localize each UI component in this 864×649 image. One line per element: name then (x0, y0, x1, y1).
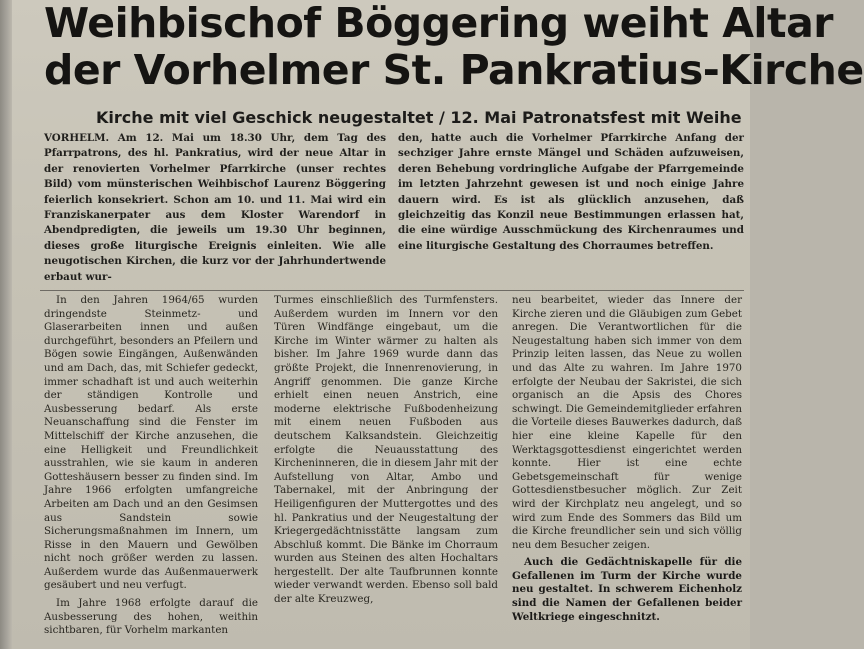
page-fold-edge (0, 0, 12, 649)
body-paragraph: neu bearbeitet, wieder das Innere der Kirche zieren und die Gläubigen zum Gebet anregen. Die Verantwortlichen für die Neugestaltung haben sich immer von dem Prinzip leiten lassen, das Neue zu wollen und das Alte zu wahren. Im Jahre 1970 erfolgte der Neubau der Sakristei, die sich organisch an die Apsis des Chores schwingt. Die Gemeindemitglieder erfahren die Vorteile dieses Bauwerkes dadurch, daß hier eine kleine Kapelle für den Werktagsgottesdienst eingerichtet werden konnte. Hier ist eine echte Gebetsgemeinschaft für wenige Gottesdienstbesucher möglich. Zur Zeit wird der Kirchplatz neu angelegt, und so wird zum Ende des Sommers das Bild um die Kirche freundlicher sein und sich völlig neu dem Besucher zeigen. (512, 294, 742, 551)
body-column-3 (512, 294, 742, 628)
intro-paragraph-right: den, hatte auch die Vorhelmer Pfarrkirche Anfang der sechziger Jahre ernste Mängel und Schäden aufzuweisen, deren Behebung vordringliche Aufgabe der Pfarrgemeinde im letzten Jahrzehnt gewesen ist und noch einige Jahre dauern wird. Es ist als glücklich anzusehen, daß gleichzeitig das Konzil neue Bestimmungen erlassen hat, die eine würdige Ausschmückung des Kirchenraumes und eine liturgische Gestaltung des Chorraumes betreffen. (398, 132, 744, 252)
headline-line-2: der Vorhelmer St. Pankratius-Kirche (44, 46, 864, 94)
article-subheadline: Kirche mit viel Geschick neugestaltet / 12. Mai Patronatsfest mit Weihe (96, 108, 742, 127)
body-paragraph: Turmes einschließlich des Turmfensters. Außerdem wurden im Innern vor den Türen Windfänge eingebaut, um die Kirche im Winter wärmer zu halten als bisher. Im Jahre 1969 wurde dann das größte Projekt, die Innenrenovierung, in Angriff genommen. Die ganze Kirche erhielt einen neuen Anstrich, eine moderne elektrische Fußbodenheizung mit einem neuen Fußboden aus deutschem Kalksandstein. Gleichzeitig erfolgte die Neuausstattung des Kircheninneren, die in diesem Jahr mit der Aufstellung von Altar, Ambo und Tabernakel, mit der Anbringung der Heiligenfiguren der Muttergottes und des hl. Pankratius und der Neugestaltung der Kriegergedächtnisstätte langsam zum Abschluß kommt. Die Bänke im Chorraum wurden aus Steinen des alten Hochaltars hergestellt. Der alte Taufbrunnen konnte wieder verwandt werden. Ebenso soll bald der alte Kreuzweg, (274, 294, 498, 606)
section-divider (40, 290, 744, 291)
article-headline (44, 0, 864, 94)
intro-paragraph-left: VORHELM. Am 12. Mai um 18.30 Uhr, dem Tag des Pfarrpatrons, des hl. Pankratius, wird der neue Altar in der renovierten Vorhelmer Pfarrkirche (unser rechtes Bild) vom münsterischen Weihbischof Laurenz Böggering feierlich konsekriert. Schon am 10. und 11. Mai wird ein Franziskanerpater aus dem Kloster Warendorf in Abendpredigten, die jeweils um 19.30 Uhr beginnen, dieses große liturgische Ereignis einleiten. Wie alle neugotischen Kirchen, die kurz vor der Jahrhundertwende erbaut wur- (44, 132, 386, 283)
headline-line-1: Weihbischof Böggering weiht Altar (44, 0, 833, 47)
body-column-1 (44, 294, 258, 642)
body-paragraph-bold: Auch die Gedächtniskapelle für die Gefallenen im Turm der Kirche wurde neu gestaltet. In schwerem Eichenholz sind die Namen der Gefallenen beider Weltkriege eingeschnitzt. (512, 556, 742, 623)
body-column-2 (274, 294, 498, 611)
body-paragraph: In den Jahren 1964/65 wurden dringendste Steinmetz- und Glaserarbeiten innen und außen durchgeführt, besonders an Pfeilern und Bögen sowie Eingängen, Außenwänden und am Dach, das, mit Schiefer gedeckt, immer schadhaft ist und auch weiterhin der ständigen Kontrolle und Ausbesserung bedarf. Als erste Neuanschaffung sind die Fenster im Mittelschiff der Kirche anzusehen, die eine Helligkeit und Freundlichkeit ausstrahlen, wie sie kaum in anderen Gotteshäusern besser zu finden sind. Im Jahre 1966 erfolgten umfangreiche Arbeiten am Dach und an den Gesimsen aus Sandstein sowie Sicherungsmaßnahmen im Innern, um Risse in den Mauern und Gewölben nicht noch größer werden zu lassen. Außerdem wurde das Außenmauerwerk gesäubert und neu verfugt. (44, 294, 258, 592)
body-paragraph: Im Jahre 1968 erfolgte darauf die Ausbesserung des hohen, weithin sichtbaren, für Vorhelm markanten (44, 597, 258, 637)
